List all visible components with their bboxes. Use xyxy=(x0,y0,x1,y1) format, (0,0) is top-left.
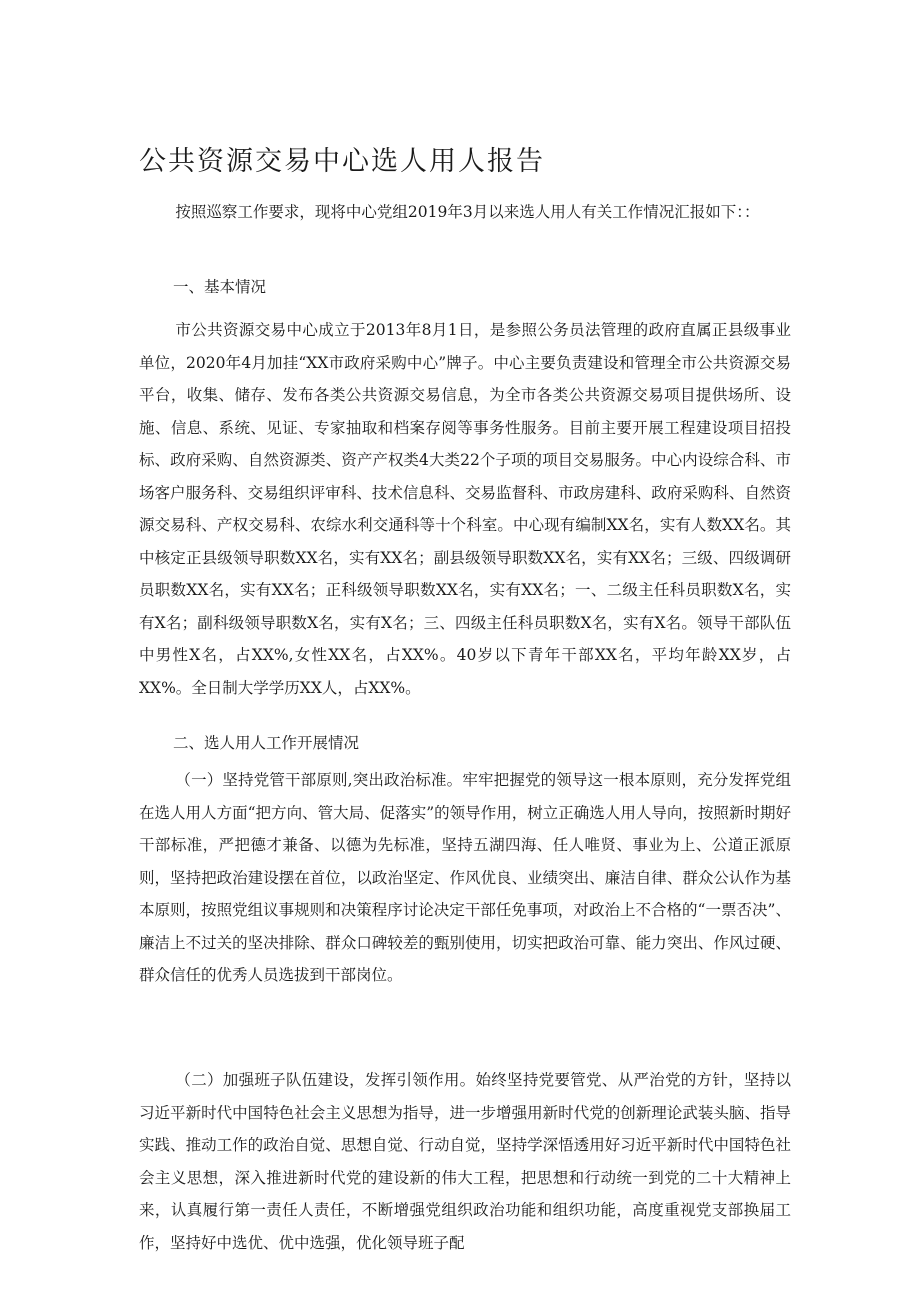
document-title: 公共资源交易中心选人用人报告 xyxy=(139,146,545,177)
section2-paragraph-2: （二）加强班子队伍建设，发挥引领作用。始终坚持党要管党、从严治党的方针，坚持以习近平新时代中国特色社会主义思想为指导，进一步增强用新时代党的创新理论武装头脑、指导实践、推动工作的政治自觉、思想自觉、行动自觉，坚持学深悟透用好习近平新时代中国特色社会主义思想，深入推进新时代党的建设新的伟大工程，把思想和行动统一到党的二十大精神上来，认真履行第一责任人责任，不断增强党组织政治功能和组织功能，高度重视党支部换届工作，坚持好中选优、优中选强，优化领导班子配 xyxy=(139,1071,791,1252)
section2-paragraph-1: （一）坚持党管干部原则,突出政治标准。牢牢把握党的领导这一根本原则，充分发挥党组在选人用人方面“把方向、管大局、促落实”的领导作用，树立正确选人用人导向，按照新时期好干部标准，严把德才兼备、以德为先标准，坚持五湖四海、任人唯贤、事业为上、公道正派原则，坚持把政治建设摆在首位，以政治坚定、作风优良、业绩突出、廉洁自律、群众公认作为基本原则，按照党组议事规则和决策程序讨论决定干部任免事项，对政治上不合格的“一票否决”、廉洁上不过关的坚决排除、群众口碑较差的甄别使用，切实把政治可靠、能力突出、作风过硬、群众信任的优秀人员选拔到干部岗位。 xyxy=(139,771,791,984)
section-heading-work-progress: 二、选人用人工作开展情况 xyxy=(173,734,360,752)
section-heading-basic-info: 一、基本情况 xyxy=(173,278,267,296)
section1-body-paragraph: 市公共资源交易中心成立于2013年8月1日，是参照公务员法管理的政府直属正县级事业单位，2020年4月加挂“XX市政府采购中心”牌子。中心主要负责建设和管理全市公共资源交易平台，收集、储存、发布各类公共资源交易信息，为全市各类公共资源交易项目提供场所、设施、信息、系统、见证、专家抽取和档案存阅等事务性服务。目前主要开展工程建设项目招投标、政府采购、自然资源类、资产产权类4大类22个子项的项目交易服务。中心内设综合科、市场客户服务科、交易组织评审科、技术信息科、交易监督科、市政房建科、政府采购科、自然资源交易科、产权交易科、农综水利交通科等十个科室。中心现有编制XX名，实有人数XX名。其中核定正县级领导职数XX名，实有XX名；副县级领导职数XX名，实有XX名；三级、四级调研员职数XX名，实有XX名；正科级领导职数XX名，实有XX名；一、二级主任科员职数X名，实有X名；副科级领导职数X名，实有X名；三、四级主任科员职数X名，实有X名。领导干部队伍中男性X名，占XX%,女性XX名，占XX%。40岁以下青年干部XX名，平均年龄XX岁，占XX%。全日制大学学历XX人，占XX%。 xyxy=(139,321,791,697)
intro-paragraph: 按照巡察工作要求，现将中心党组2019年3月以来选人用人有关工作情况汇报如下：： xyxy=(175,203,760,221)
